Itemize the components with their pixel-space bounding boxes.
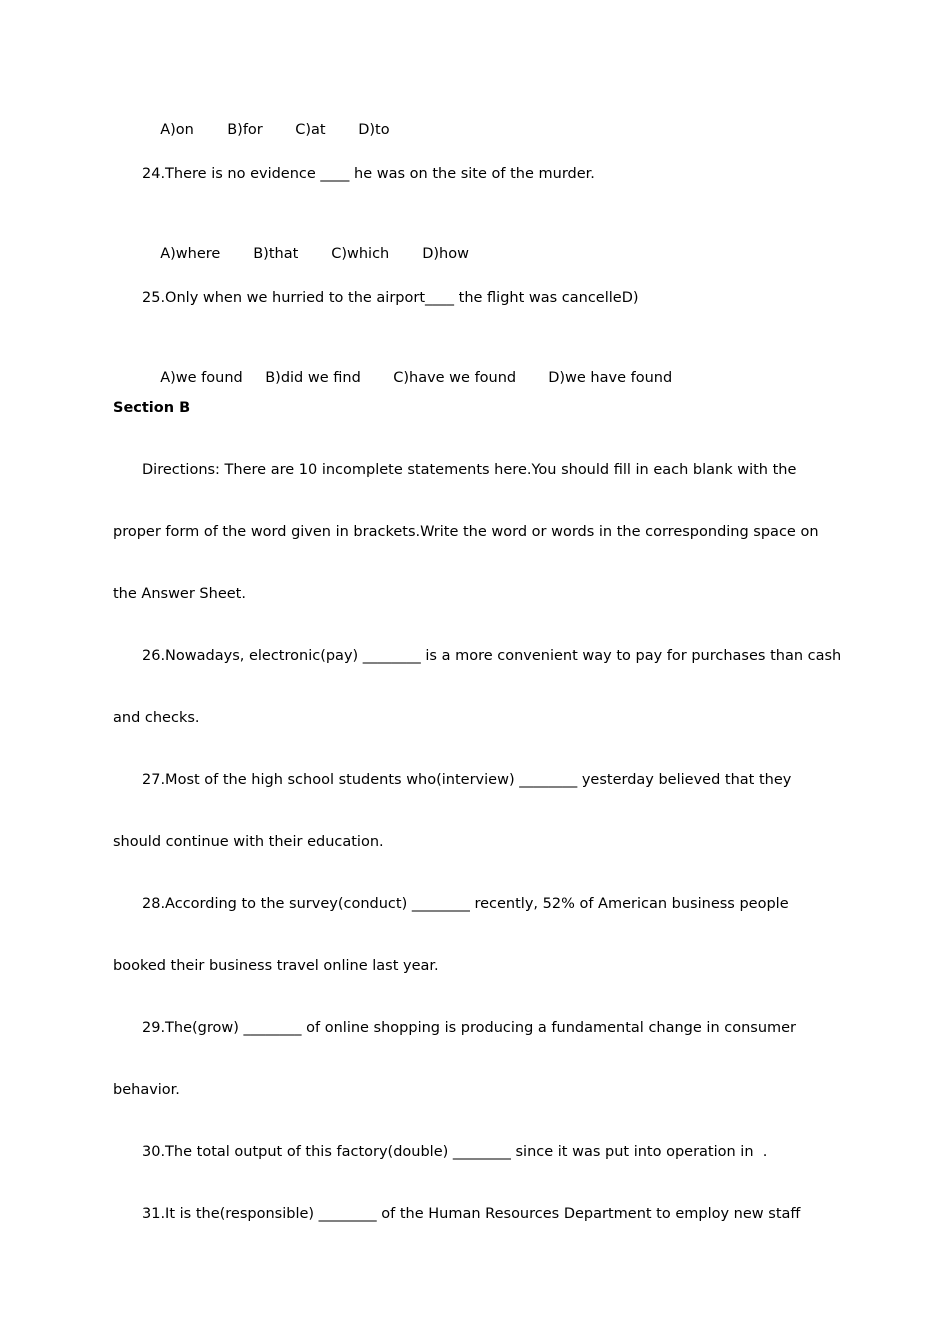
q24-options bbox=[151, 227, 469, 263]
q25-options bbox=[151, 351, 672, 387]
q25-option-b: B)did we find bbox=[265, 370, 361, 386]
q29-line-2: behavior. bbox=[113, 1082, 180, 1098]
q28-line-1: 28.According to the survey(conduct) ________ recently, 52% of American business people bbox=[142, 896, 789, 912]
q31-line-1: 31.It is the(responsible) ________ of the Human Resources Department to employ new staff bbox=[142, 1206, 801, 1222]
q27-line-1: 27.Most of the high school students who(interview) ________ yesterday believed that they bbox=[142, 772, 792, 788]
q23-options bbox=[151, 103, 390, 139]
q24-option-a: A)where bbox=[160, 246, 221, 262]
q25-option-a: A)we found bbox=[160, 370, 243, 386]
section-b-heading: Section B bbox=[113, 400, 191, 416]
q25-option-c: C)have we found bbox=[393, 370, 517, 386]
q25-question: 25.Only when we hurried to the airport____ the flight was cancelleD) bbox=[142, 290, 639, 306]
q27-line-2: should continue with their education. bbox=[113, 834, 384, 850]
directions-line-3: the Answer Sheet. bbox=[113, 586, 246, 602]
q23-option-a: A)on bbox=[160, 122, 194, 138]
q24-option-d: D)how bbox=[422, 246, 469, 262]
q23-option-d: D)to bbox=[358, 122, 390, 138]
q25-option-d: D)we have found bbox=[548, 370, 673, 386]
q26-line-2: and checks. bbox=[113, 710, 200, 726]
q30-line-1: 30.The total output of this factory(double) ________ since it was put into operation in . bbox=[142, 1144, 768, 1160]
q29-line-1: 29.The(grow) ________ of online shopping is producing a fundamental change in consumer bbox=[142, 1020, 797, 1036]
q26-line-1: 26.Nowadays, electronic(pay) ________ is a more convenient way to pay for purchases than cash bbox=[142, 648, 842, 664]
q24-option-c: C)which bbox=[331, 246, 390, 262]
q28-line-2: booked their business travel online last year. bbox=[113, 958, 439, 974]
directions-line-2: proper form of the word given in brackets.Write the word or words in the corresponding space on bbox=[113, 524, 819, 540]
q24-question: 24.There is no evidence ____ he was on the site of the murder. bbox=[142, 166, 595, 182]
q23-option-b: B)for bbox=[227, 122, 263, 138]
directions-line-1: Directions: There are 10 incomplete statements here.You should fill in each blank with the bbox=[142, 462, 797, 478]
q23-option-c: C)at bbox=[295, 122, 326, 138]
q24-option-b: B)that bbox=[253, 246, 299, 262]
